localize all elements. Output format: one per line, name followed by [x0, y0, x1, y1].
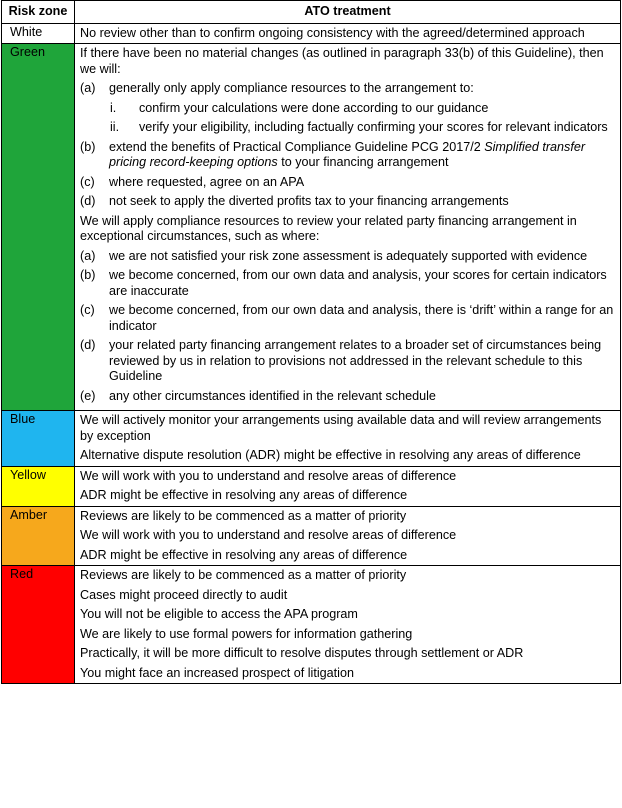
row-white — [2, 23, 621, 44]
item-text-post: to your financing arrangement — [277, 155, 449, 169]
list-item — [80, 249, 615, 265]
item-text: where requested, agree on an APA — [109, 174, 305, 189]
item-text: we become concerned, from our own data and analysis, your scores for certain indicators are inaccurate — [109, 268, 607, 298]
treatment-line: You might face an increased prospect of litigation — [80, 665, 354, 680]
zone-white: White — [2, 23, 75, 44]
zone-red: Red — [2, 566, 75, 684]
row-blue — [2, 411, 621, 467]
treatment-amber — [75, 506, 621, 566]
list-item — [80, 175, 615, 191]
item-text: generally only apply compliance resources to the arrangement to: — [109, 81, 474, 95]
zone-amber: Amber — [2, 506, 75, 566]
item-text: not seek to apply the diverted profits tax to your financing arrangements — [109, 194, 509, 208]
item-text: confirm your calculations were done according to our guidance — [139, 100, 489, 115]
treatment-line: Reviews are likely to be commenced as a matter of priority — [80, 508, 407, 523]
item-label: (b) — [80, 139, 96, 154]
header-ato-treatment: ATO treatment — [75, 1, 621, 24]
treatment-line: We are likely to use formal powers for information gathering — [80, 626, 413, 641]
row-green — [2, 44, 621, 411]
item-label: (d) — [80, 194, 96, 208]
treatment-line: Alternative dispute resolution (ADR) might be effective in resolving any areas of difference — [80, 448, 581, 462]
zone-blue: Blue — [2, 411, 75, 467]
header-risk-zone: Risk zone — [2, 1, 75, 24]
item-label: (a) — [80, 81, 96, 95]
sub-list-item — [110, 101, 615, 117]
treatment-text: No review other than to confirm ongoing consistency with the agreed/determined approach — [80, 25, 585, 40]
list-item — [80, 194, 615, 210]
treatment-line: We will work with you to understand and resolve areas of difference — [80, 468, 457, 483]
treatment-line: We will work with you to understand and resolve areas of difference — [80, 528, 457, 542]
treatment-line: ADR might be effective in resolving any areas of difference — [80, 488, 408, 502]
zone-yellow: Yellow — [2, 466, 75, 506]
list-item — [80, 81, 615, 97]
item-text: we become concerned, from our own data and analysis, there is ‘drift’ within a range for an indicator — [109, 303, 614, 333]
treatment-white — [75, 23, 621, 44]
treatment-yellow — [75, 466, 621, 506]
item-label: (c) — [80, 303, 95, 317]
treatment-line: We will actively monitor your arrangements using available data and will review arrangements by exception — [80, 413, 602, 443]
item-label: ii. — [110, 120, 120, 134]
treatment-green — [75, 44, 621, 411]
list-item — [80, 268, 615, 299]
item-text-pre: extend the benefits of Practical Compliance Guideline PCG 2017/2 — [109, 139, 485, 154]
treatment-line: Reviews are likely to be commenced as a matter of priority — [80, 568, 407, 582]
treatment-line: Cases might proceed directly to audit — [80, 587, 288, 602]
item-text: we are not satisfied your risk zone assessment is adequately supported with evidence — [109, 248, 588, 263]
item-text-emphasis: Simplified transfer pricing record-keeping options — [109, 139, 586, 169]
list-item — [80, 303, 615, 334]
row-amber — [2, 506, 621, 566]
item-text: verify your eligibility, including factually confirming your scores for relevant indicators — [139, 120, 608, 134]
treatment-line: ADR might be effective in resolving any areas of difference — [80, 547, 408, 562]
item-text: your related party financing arrangement relates to a broader set of circumstances being reviewed by us in relation to provisions not addressed in the relevant schedule to this Guideline — [109, 338, 602, 383]
green-intro: If there have been no material changes (as outlined in paragraph 33(b) of this Guideline), then we will: — [80, 46, 604, 76]
treatment-line: You will not be eligible to access the APA program — [80, 607, 358, 621]
item-label: (d) — [80, 338, 96, 352]
item-text — [109, 140, 615, 171]
treatment-blue — [75, 411, 621, 467]
item-label: (b) — [80, 268, 96, 282]
treatment-line: Practically, it will be more difficult to resolve disputes through settlement or ADR — [80, 646, 524, 660]
item-label: (c) — [80, 174, 95, 189]
row-yellow — [2, 466, 621, 506]
list-item — [80, 338, 615, 385]
green-intro-2: We will apply compliance resources to review your related party financing arrangement in exceptional circumstances, such as where: — [80, 213, 577, 243]
treatment-red — [75, 566, 621, 684]
row-red — [2, 566, 621, 684]
item-label: (e) — [80, 388, 96, 403]
header-row — [2, 1, 621, 24]
zone-green: Green — [2, 44, 75, 411]
sub-list-item — [110, 120, 615, 136]
item-label: (a) — [80, 248, 96, 263]
item-label: i. — [110, 100, 117, 115]
list-item — [80, 389, 615, 405]
list-item — [80, 140, 615, 171]
risk-zone-table — [1, 0, 621, 684]
item-text: any other circumstances identified in the relevant schedule — [109, 388, 436, 403]
